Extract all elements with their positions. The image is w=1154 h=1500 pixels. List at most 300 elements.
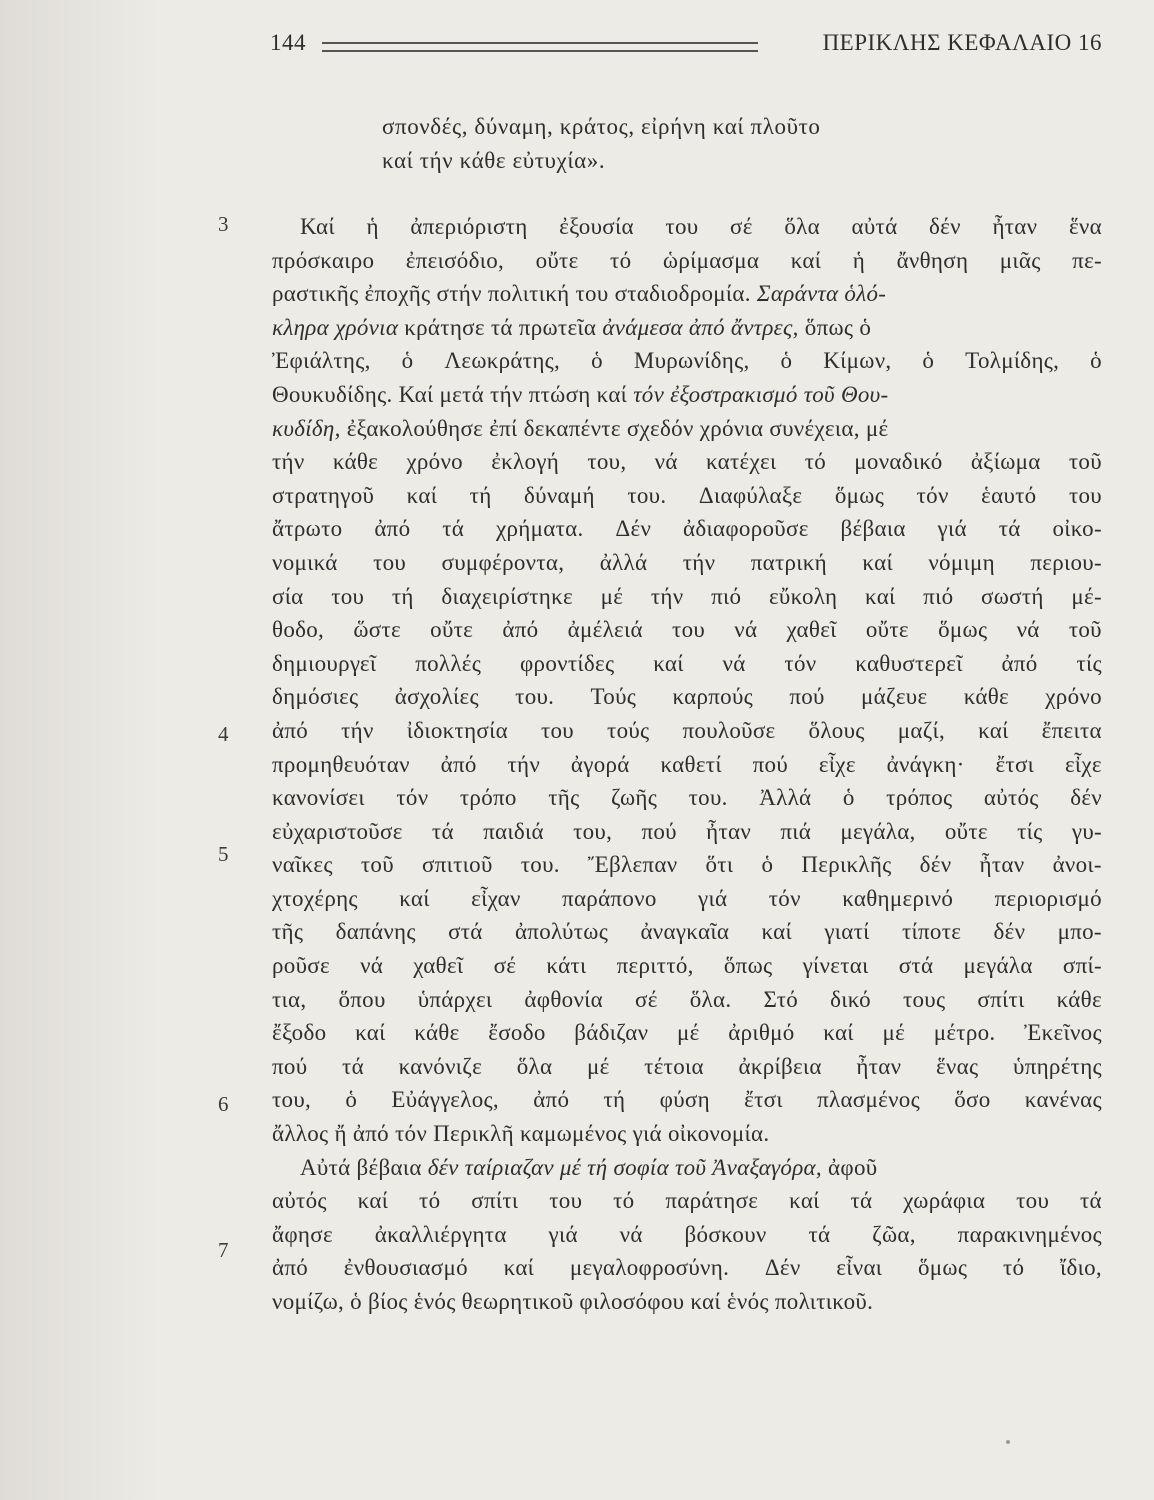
word: ὁ — [780, 348, 793, 374]
italic-text-segment: κυδίδη, — [272, 415, 341, 441]
word: καρπούς — [672, 684, 754, 710]
word: τόν — [784, 650, 817, 676]
word: κανόνιζε — [398, 1053, 483, 1079]
word: ἐκλογή — [491, 449, 560, 475]
facing-page-shadow — [0, 0, 160, 1500]
word: πιό — [923, 583, 954, 609]
word: τοῦ — [1068, 449, 1102, 475]
word: Καί — [300, 214, 335, 239]
word: χρόνο — [406, 449, 463, 475]
word: αὐτός — [272, 1188, 327, 1214]
word: τοῦ — [1068, 617, 1102, 643]
text-line — [272, 848, 1102, 882]
word: Τούς — [590, 684, 637, 710]
text-line — [272, 479, 1102, 513]
section-number-7: 7 — [218, 1238, 229, 1262]
word: του. — [515, 684, 555, 710]
word: ὅλους — [808, 717, 865, 743]
section-number-3: 3 — [218, 212, 229, 236]
word: ὑπηρέτης — [1013, 1053, 1102, 1079]
word: τή — [603, 1087, 626, 1113]
word: ὅτι — [705, 852, 734, 878]
word: οὔτε — [430, 617, 474, 643]
word: ὁ — [761, 852, 774, 878]
word: πιά — [780, 818, 812, 844]
word: ὁ — [842, 785, 855, 811]
word: χρόνο — [1045, 684, 1102, 710]
word: σέ — [493, 953, 517, 979]
text-line — [272, 512, 1102, 546]
word: δαπάνης — [335, 919, 416, 945]
word: Λεωκράτης, — [444, 348, 561, 374]
word: τό — [419, 1188, 441, 1214]
word: ὁ — [401, 348, 414, 374]
text-line — [272, 412, 1102, 446]
word: συμφέροντα, — [441, 549, 565, 575]
word: ὁ — [591, 348, 603, 374]
word: του, — [272, 1087, 312, 1113]
word: ὅπως — [723, 953, 773, 979]
word: τήν — [650, 583, 684, 609]
word: τά — [808, 1221, 831, 1247]
word: κάτι — [546, 953, 587, 979]
word: ἴδιο, — [1060, 1255, 1102, 1281]
text-line — [272, 748, 1102, 782]
word: μιᾶς — [999, 247, 1041, 273]
word: Κίμων, — [823, 348, 892, 374]
word: ἰδιοκτησία — [406, 717, 508, 743]
word: σπίτι — [471, 1188, 519, 1214]
word: καθημερινό — [842, 885, 954, 911]
word: κάθε — [332, 449, 379, 475]
word: ὅμως — [938, 617, 988, 643]
word: σπίτι — [977, 986, 1025, 1012]
word: τῆς — [548, 785, 580, 811]
word: πού — [752, 751, 789, 777]
text-line — [272, 1016, 1102, 1050]
word: τήν — [341, 717, 374, 743]
word: ὁ — [922, 348, 935, 374]
text-line — [272, 781, 1102, 815]
text-segment: Αὐτά βέβαια — [300, 1154, 422, 1180]
word: ὅπου — [338, 986, 386, 1012]
word: περιου- — [1030, 549, 1102, 575]
word: ἀπό — [1001, 650, 1038, 676]
word: πού — [641, 818, 677, 844]
word: ἦταν — [992, 214, 1038, 239]
word: στά — [448, 919, 483, 945]
word: κατέχει — [705, 449, 777, 475]
word: Περικλῆς — [801, 852, 892, 878]
word: πιό — [711, 583, 742, 609]
body-text — [272, 210, 1102, 1319]
text-segment: ραστικῆς ἐποχῆς στήν πολιτική του σταδιοδρομία. — [272, 281, 751, 307]
word: νά — [734, 617, 758, 643]
word: ζωῆς — [610, 785, 658, 811]
word: καί — [790, 247, 822, 273]
word: ὑπάρχει — [417, 986, 493, 1012]
word: καί — [865, 583, 896, 609]
word: μέ- — [1071, 583, 1102, 609]
word: βάδιζαν — [574, 1020, 649, 1046]
word: τοῦ — [360, 852, 394, 878]
word: δύναμή — [524, 482, 595, 508]
word: ἐπεισόδιο, — [405, 247, 505, 273]
text-segment: κράτησε τά πρωτεῖα — [404, 314, 597, 340]
word: χωράφια — [903, 1188, 986, 1214]
page-number: 144 — [270, 30, 306, 55]
word: δέν — [919, 852, 952, 878]
word: τή — [391, 583, 414, 609]
quote-line: σπονδές, δύναμη, κράτος, εἰρήνη καί πλοῦτο — [382, 114, 821, 139]
word: τό — [1002, 1255, 1025, 1281]
word: Διαφύλαξε — [698, 482, 803, 508]
word: πουλοῦσε — [682, 717, 776, 743]
word: νά — [360, 953, 384, 979]
word: ἐξουσία — [559, 214, 634, 239]
word: ὅλα — [516, 1053, 553, 1079]
text-line — [272, 1151, 1102, 1185]
word: καί — [761, 919, 793, 945]
word: σπί- — [1062, 953, 1102, 979]
italic-text-segment: τόν ἐξοστρακισμό τοῦ Θου- — [633, 381, 889, 407]
word: παράτησε — [665, 1188, 759, 1214]
word: του — [672, 617, 706, 643]
word: τό — [613, 1188, 635, 1214]
word: βέβαια — [840, 516, 906, 542]
word: αὐτά — [851, 214, 898, 239]
word: θοδο, — [272, 617, 325, 643]
word: ἀριθμό — [728, 1020, 795, 1046]
word: του — [1016, 1188, 1050, 1214]
text-line — [272, 344, 1102, 378]
word: χτοχέρης — [272, 885, 358, 911]
text-line — [272, 915, 1102, 949]
word: Δέν — [615, 516, 652, 542]
text-line — [272, 580, 1102, 614]
word: ἀπεριόριστη — [410, 214, 528, 239]
word: καί — [503, 1255, 535, 1281]
word: αὐτός — [983, 785, 1039, 811]
word: ἀκαλλιέργητα — [374, 1221, 507, 1247]
word: ἦταν — [856, 1053, 902, 1079]
word: ἀδιαφοροῦσε — [683, 516, 809, 542]
word: Μυρωνίδης, — [633, 348, 750, 374]
text-segment: νομίζω, ὁ βίος ἑνός θεωρητικοῦ φιλοσόφου καί ἑνός πολιτικοῦ. — [272, 1289, 874, 1314]
word: στά — [898, 953, 934, 979]
word: παρακινημένος — [957, 1221, 1102, 1247]
text-line — [272, 1285, 1102, 1319]
word: ἀφθονία — [524, 986, 604, 1012]
word: καί — [357, 1188, 389, 1214]
word: ἀνοι- — [1052, 852, 1102, 878]
word: κάθε — [1056, 986, 1102, 1012]
word: τό — [610, 247, 632, 273]
text-line — [272, 882, 1102, 916]
word: εὐχαριστοῦσε — [272, 818, 403, 844]
italic-text-segment: δέν ταίριαζαν μέ τή σοφία τοῦ Ἀναξαγόρα, — [427, 1154, 822, 1180]
text-line — [272, 815, 1102, 849]
word: πλασμένος — [817, 1087, 920, 1113]
word: πατρική — [750, 549, 827, 575]
word: γιατί — [824, 919, 870, 945]
word: ὁ — [345, 1087, 358, 1113]
word: τόν — [768, 885, 801, 911]
word: εἶχε — [818, 751, 856, 777]
word: ἦταν — [706, 818, 752, 844]
word: μέ — [600, 583, 624, 609]
word: γιά — [548, 1221, 578, 1247]
word: ἔξοδο — [272, 1020, 327, 1046]
word: σωστή — [981, 583, 1044, 609]
word: ἀπό — [374, 516, 411, 542]
word: ἄνθηση — [896, 247, 969, 273]
text-line — [272, 1083, 1102, 1117]
word: του — [331, 583, 365, 609]
text-line — [272, 613, 1102, 647]
text-line — [272, 445, 1102, 479]
quote-line: καί τήν κάθε εὐτυχία». — [382, 148, 606, 173]
word: ἡ — [366, 214, 379, 239]
word: Στό — [763, 986, 799, 1012]
word: μέτρο. — [933, 1020, 996, 1046]
word: ἔτσι — [744, 1087, 783, 1113]
word: ἀναγκαῖα — [640, 919, 730, 945]
word: κανένας — [1024, 1087, 1102, 1113]
word: καί — [399, 885, 430, 911]
word: παιδιά — [483, 818, 544, 844]
word: του — [1068, 482, 1102, 508]
word: τίς — [1017, 818, 1043, 844]
word: ὥστε — [353, 617, 401, 643]
word: τίς — [1076, 650, 1102, 676]
word: εἶχαν — [471, 885, 521, 911]
word: του, — [587, 449, 627, 475]
word: ἀσχολίες — [394, 684, 479, 710]
text-line — [272, 1117, 1102, 1151]
word: ἄτρωτο — [272, 516, 343, 542]
section-number-4: 4 — [218, 722, 229, 746]
word: δέν — [929, 214, 961, 239]
word: τρόπο — [459, 785, 517, 811]
word: μάζευε — [861, 684, 928, 710]
word: μπο- — [1057, 919, 1102, 945]
word: του — [549, 1188, 583, 1214]
word: περιορισμό — [994, 885, 1102, 911]
italic-text-segment: κληρα χρόνια — [272, 314, 399, 340]
word: μέ — [676, 1020, 700, 1046]
word: καί — [862, 549, 893, 575]
word: καί — [355, 1020, 386, 1046]
word: νόμιμη — [928, 549, 995, 575]
word: ἀπό — [502, 617, 539, 643]
word: τῆς — [272, 919, 304, 945]
word: του, — [573, 818, 613, 844]
word: τά — [431, 818, 454, 844]
word: τόν — [396, 785, 429, 811]
word: Δέν — [764, 1255, 801, 1281]
word: καθυστερεῖ — [855, 650, 963, 676]
word: τά — [342, 1053, 364, 1079]
word: δέν — [993, 919, 1026, 945]
text-segment: ὅπως ὁ — [804, 314, 872, 340]
word: τια, — [272, 986, 307, 1012]
text-line — [272, 1184, 1102, 1218]
word: ἔτσι — [995, 751, 1035, 777]
text-line — [272, 378, 1102, 412]
word: φροντίδες — [519, 650, 615, 676]
italic-text-segment: Σαράντα ὁλό- — [756, 281, 887, 307]
word: ἀπό — [440, 751, 477, 777]
word: Ἐκεῖνος — [1024, 1020, 1102, 1046]
word: μέ — [586, 1053, 610, 1079]
word: τούς — [607, 717, 650, 743]
word: ἑαυτό — [981, 482, 1037, 508]
word: χαθεῖ — [413, 953, 464, 979]
text-line — [272, 680, 1102, 714]
word: νά — [619, 1221, 643, 1247]
word: ἀμέλειά — [567, 617, 643, 643]
word: οὔτε — [944, 818, 988, 844]
word: δέν — [1070, 785, 1102, 811]
word: τήν — [507, 751, 541, 777]
text-segment: ἀφοῦ — [828, 1154, 878, 1180]
word: δημιουργεῖ — [272, 650, 377, 676]
italic-text-segment: ἀνάμεσα ἀπό ἄντρες, — [602, 314, 799, 340]
word: καί — [653, 650, 684, 676]
word: τά — [850, 1188, 873, 1214]
word: τόν — [916, 482, 949, 508]
word: πού — [272, 1053, 308, 1079]
word: ἡ — [852, 247, 866, 273]
word: ἕνα — [1068, 214, 1102, 239]
text-line — [272, 210, 1102, 244]
word: δικό — [830, 986, 871, 1012]
word: ἐνθουσιασμό — [343, 1255, 468, 1281]
word: σία — [272, 583, 304, 609]
word: ζῶα, — [872, 1221, 916, 1247]
word: του. — [627, 482, 667, 508]
header-double-rule — [322, 42, 758, 52]
word: νά — [1016, 617, 1040, 643]
text-line — [272, 1251, 1102, 1285]
word: καί — [978, 717, 1009, 743]
word: ἦταν — [979, 852, 1025, 878]
word: ὅμως — [834, 482, 885, 508]
word: μεγαλοφροσύνη. — [569, 1255, 730, 1281]
word: τήν — [272, 449, 305, 475]
word: βόσκουν — [684, 1221, 767, 1247]
word: νά — [722, 650, 746, 676]
word: κάθε — [963, 684, 1010, 710]
word: πρόσκαιρο — [272, 247, 375, 273]
running-header — [270, 30, 1102, 66]
word: τήν — [682, 549, 716, 575]
word: ναῖκες — [272, 852, 333, 878]
word: εὔκολη — [768, 583, 838, 609]
word: ἕνας — [935, 1053, 979, 1079]
word: φύση — [659, 1087, 710, 1113]
word: καί — [823, 1020, 854, 1046]
text-line — [272, 311, 1102, 345]
text-line — [272, 983, 1102, 1017]
section-number-6: 6 — [218, 1092, 229, 1116]
word: γιά — [937, 516, 967, 542]
word: καί — [789, 1188, 820, 1214]
word: κανονίσει — [272, 785, 365, 811]
word: ἀπολύτως — [514, 919, 609, 945]
word: τό — [804, 449, 827, 475]
text-line — [272, 714, 1102, 748]
word: οἰκο- — [1052, 516, 1102, 542]
word: νά — [654, 449, 678, 475]
word: οὔτε — [865, 617, 909, 643]
word: του — [665, 214, 699, 239]
word: ἀκρίβεια — [738, 1053, 822, 1079]
word: ἄφησε — [272, 1221, 333, 1247]
word: σπιτιοῦ — [422, 852, 493, 878]
word: ἀξίωμα — [970, 449, 1041, 475]
word: σέ — [730, 214, 753, 239]
word: ἔσοδο — [488, 1020, 546, 1046]
word: χαθεῖ — [786, 617, 837, 643]
word: ὡρίμασμα — [662, 247, 760, 273]
word: ὅσο — [954, 1087, 991, 1113]
word: δημόσιες — [272, 684, 359, 710]
text-line — [272, 949, 1102, 983]
text-line — [272, 1218, 1102, 1252]
word: τά — [442, 516, 465, 542]
text-segment: ἐξακολούθησε ἐπί δεκαπέντε σχεδόν χρόνια συνέχεια, μέ — [346, 415, 889, 441]
word: μεγάλα — [963, 953, 1033, 979]
word: ὅμως — [917, 1255, 968, 1281]
word: περιττό, — [616, 953, 694, 979]
word: Ἔβλεπαν — [587, 852, 678, 878]
word: γυ- — [1071, 818, 1102, 844]
word: του. — [688, 785, 728, 811]
word: καί — [406, 482, 438, 508]
word: παράπονο — [562, 885, 657, 911]
text-line — [272, 647, 1102, 681]
section-number-5: 5 — [218, 842, 229, 866]
word: Τολμίδης, — [965, 348, 1060, 374]
text-line — [272, 546, 1102, 580]
word: καθετί — [660, 751, 722, 777]
word: τή — [469, 482, 492, 508]
running-title: ΠΕΡΙΚΛΗΣ ΚΕΦΑΛΑΙΟ 16 — [822, 30, 1102, 55]
word: ὅλα. — [689, 986, 732, 1012]
word: ἀπό — [533, 1087, 570, 1113]
word: Ἀλλά — [759, 785, 812, 811]
word: πε- — [1072, 247, 1102, 273]
word: του — [540, 717, 574, 743]
word: ἀπό — [272, 1255, 309, 1281]
word: γιά — [698, 885, 728, 911]
word: χρήματα. — [496, 516, 584, 542]
word: στρατηγοῦ — [272, 482, 375, 508]
word: τους — [902, 986, 946, 1012]
paper-speck — [1006, 1440, 1010, 1444]
word: του. — [520, 852, 560, 878]
word: Εὐάγγελος, — [391, 1087, 499, 1113]
word: τά — [1080, 1188, 1102, 1214]
word: μέ — [882, 1020, 906, 1046]
word: τά — [998, 516, 1021, 542]
word: εἶχε — [1064, 751, 1102, 777]
word: σέ — [635, 986, 658, 1012]
word: ἔπειτα — [1041, 717, 1102, 743]
verse-quote — [382, 110, 821, 178]
